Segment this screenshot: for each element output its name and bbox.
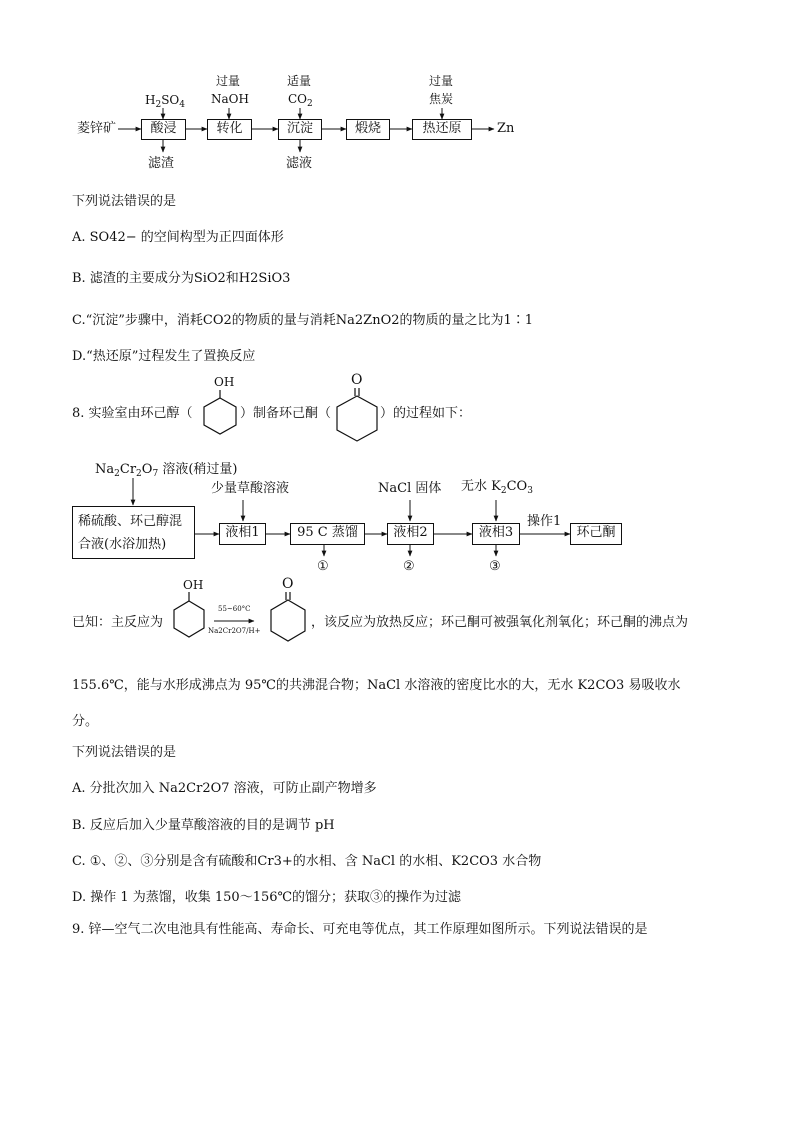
q8-option-a: A. 分批次加入 Na2Cr2O7 溶液，可防止副产物增多 — [72, 781, 377, 796]
flow2-mark3: ③ — [489, 559, 501, 574]
flow2-distill-95: 95 C 蒸馏 — [290, 523, 365, 545]
flow2-operation1: 操作1 — [527, 514, 562, 529]
flow2-top-reagent: $Na_2Cr_2O_7$ 溶液(稍过量) — [95, 462, 238, 479]
q7-prompt: 下列说法错误的是 — [72, 194, 177, 209]
q7-option-c: C.“沉淀”步骤中，消耗CO2的物质的量与消耗Na2ZnO2的物质的量之比为1∶1 — [72, 313, 534, 328]
q8-option-b: B. 反应后加入少量草酸溶液的目的是调节 pH — [72, 818, 335, 833]
flow1-step-calcine: 煅烧 — [346, 119, 390, 140]
flow2-reagent-k2co3: 无水 $K_2CO_3$ — [461, 479, 533, 496]
reaction-cond-bot: Na2Cr2O7/H+ — [208, 627, 261, 635]
q8-stem-a: 8. 实验室由环己醇（ — [72, 406, 193, 421]
known-line3: 分。 — [72, 714, 99, 729]
flow1-start: 菱锌矿 — [77, 121, 117, 136]
flow2-liquid-phase3: 液相3 — [472, 523, 520, 545]
q8-stem-b: ）制备环己酮（ — [240, 406, 332, 421]
flow1-step-convert: 转化 — [207, 119, 252, 140]
flow2-reagent-nacl: NaCl 固体 — [378, 481, 442, 496]
q9-stem: 9. 锌—空气二次电池具有性能高、寿命长、可充电等优点，其工作原理如图所示。下列说法错误的是 — [72, 922, 648, 937]
q7-option-a: A. SO42− 的空间构型为正四面体形 — [72, 230, 284, 245]
flow1-reagent2-line2: NaOH — [211, 92, 249, 106]
flow1-product: Zn — [497, 121, 515, 136]
flow2-liquid-phase1: 液相1 — [219, 523, 266, 545]
flow2-mix-line2: 合液(水浴加热) — [78, 537, 167, 552]
q8-option-c: C. ①、②、③分别是含有硫酸和Cr3+的水相、含 NaCl 的水相、K2CO3 水合物 — [72, 854, 542, 869]
flow1-step-thermal-reduce: 热还原 — [412, 119, 472, 140]
flow1-step-acid-leach: 酸浸 — [141, 119, 186, 140]
known-line2: 155.6℃，能与水形成沸点为 95℃的共沸混合物；NaCl 水溶液的密度比水的大，无水 K2CO3 易吸收水 — [72, 678, 681, 693]
flow1-reagent4-line1: 过量 — [429, 74, 454, 88]
flow1-reagent4-line2: 焦炭 — [429, 92, 454, 106]
known-tail: ，该反应为放热反应；环己酮可被强氧化剂氧化；环己酮的沸点为 — [311, 615, 689, 630]
flow1-reagent2-line1: 过量 — [216, 74, 241, 88]
q7-option-b: B. 滤渣的主要成分为SiO2和H2SiO3 — [72, 271, 291, 286]
reaction-o-label: O — [282, 576, 294, 592]
flow2-mark1: ① — [317, 559, 329, 574]
flow1-reagent-h2so4: $H_2SO_4$ — [145, 93, 185, 110]
flow1-waste-residue: 滤渣 — [148, 156, 175, 171]
reaction-cond-top: 55~60°C — [218, 605, 251, 613]
known-lead: 已知：主反应为 — [72, 615, 164, 630]
flow1-waste-filtrate: 滤液 — [286, 156, 313, 171]
flow2-liquid-phase2: 液相2 — [387, 523, 434, 545]
q8-oh-label: OH — [214, 375, 235, 389]
flow1-step-precipitate: 沉淀 — [278, 119, 322, 140]
flow1-reagent3-co2: $CO_2$ — [288, 92, 313, 109]
flow2-cyclohexanone: 环己酮 — [570, 523, 622, 545]
reaction-oh-label: OH — [183, 578, 204, 592]
q7-option-d: D.“热还原”过程发生了置换反应 — [72, 349, 256, 364]
q8-o-label: O — [351, 372, 363, 388]
q8-option-d: D. 操作 1 为蒸馏，收集 150～156℃的馏分；获取③的操作为过滤 — [72, 890, 462, 905]
flow2-reagent-oxalic: 少量草酸溶液 — [211, 481, 290, 496]
q8-stem-c: ）的过程如下： — [380, 406, 472, 421]
q8-prompt: 下列说法错误的是 — [72, 745, 177, 760]
flow1-reagent3-line1: 适量 — [287, 74, 312, 88]
flow2-mix-line1: 稀硫酸、环己醇混 — [78, 514, 183, 529]
flow2-mark2: ② — [403, 559, 415, 574]
